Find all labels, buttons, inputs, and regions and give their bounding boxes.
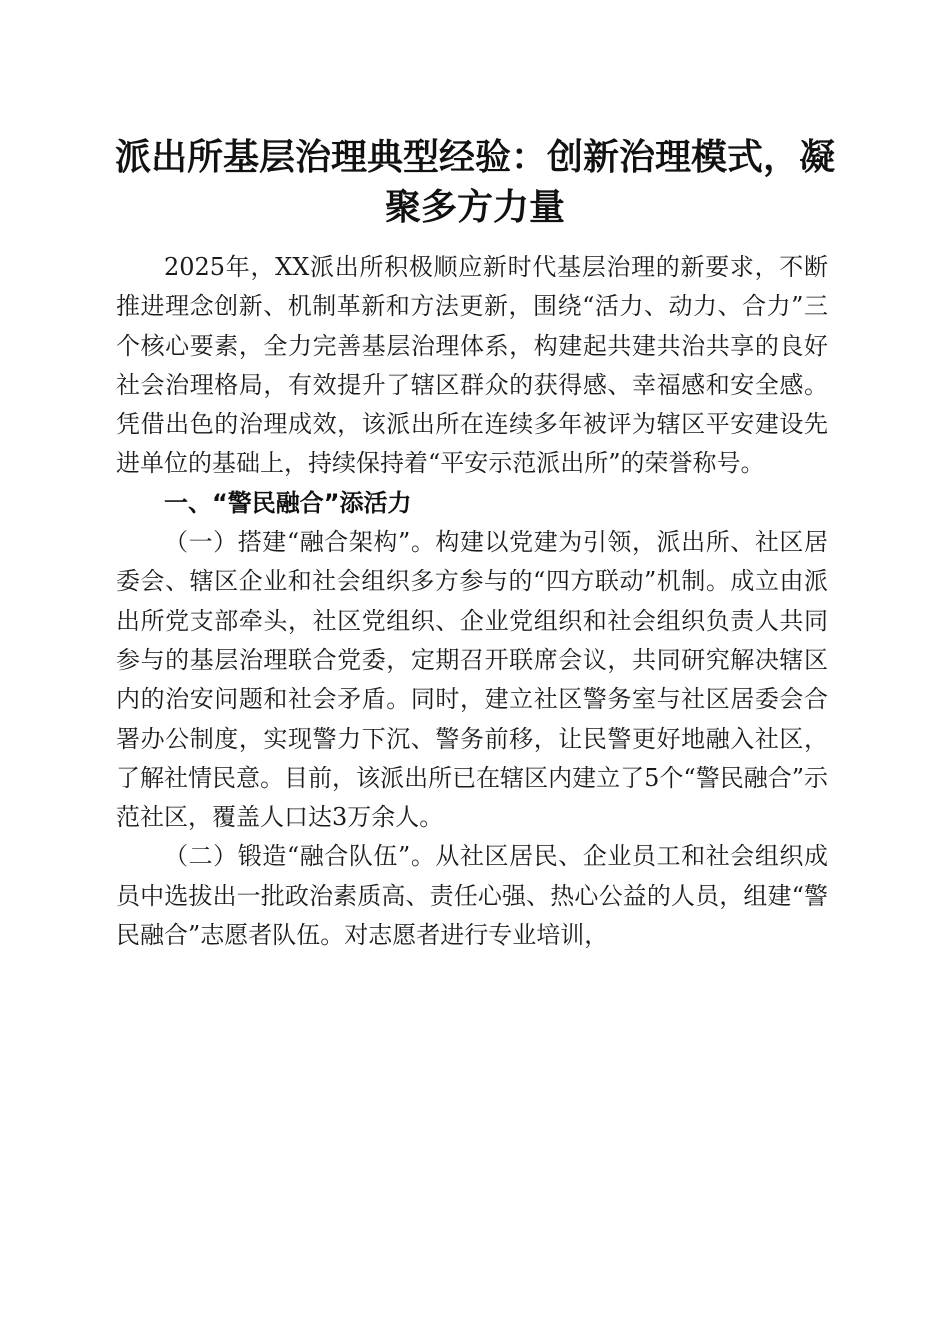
item-paragraph-1 <box>116 523 828 837</box>
intro-paragraph: 2025年，XX派出所积极顺应新时代基层治理的新要求，不断推进理念创新、机制革新和方法更新，围绕“活力、动力、合力”三个核心要素，全力完善基层治理体系，构建起共建共治共享的良好社会治理格局，有效提升了辖区群众的获得感、幸福感和安全感。凭借出色的治理成效，该派出所在连续多年被评为辖区平安建设先进单位的基础上，持续保持着“平安示范派出所”的荣誉称号。 <box>116 253 828 478</box>
document-body <box>116 248 828 955</box>
section-heading-1: 一、“警民融合”添活力 <box>164 488 412 517</box>
document-title: 派出所基层治理典型经验：创新治理模式，凝聚多方力量 <box>114 136 835 228</box>
item-1-text: 构建以党建为引领，派出所、社区居委会、辖区企业和社会组织多方参与的“四方联动”机制。成立由派出所党支部牵头，社区党组织、企业党组织和社会组织负责人共同参与的基层治理联合党委，定期召开联席会议，共同研究解决辖区内的治安问题和社会矛盾。同时，建立社区警务室与社区居委会合署办公制度，实现警力下沉、警务前移，让民警更好地融入社区，了解社情民意。目前，该派出所已在辖区内建立了5个“警民融合”示范社区，覆盖人口达3万余人。 <box>116 528 828 832</box>
item-1-lead: （一）搭建“融合架构”。 <box>164 528 436 557</box>
item-paragraph-2 <box>116 837 828 955</box>
item-2-lead: （二）锻造“融合队伍”。 <box>164 842 436 871</box>
item-2-text: 从社区居民、企业员工和社会组织成员中选拔出一批政治素质高、责任心强、热心公益的人员，组建“警民融合”志愿者队伍。对志愿者进行专业培训， <box>116 842 828 950</box>
